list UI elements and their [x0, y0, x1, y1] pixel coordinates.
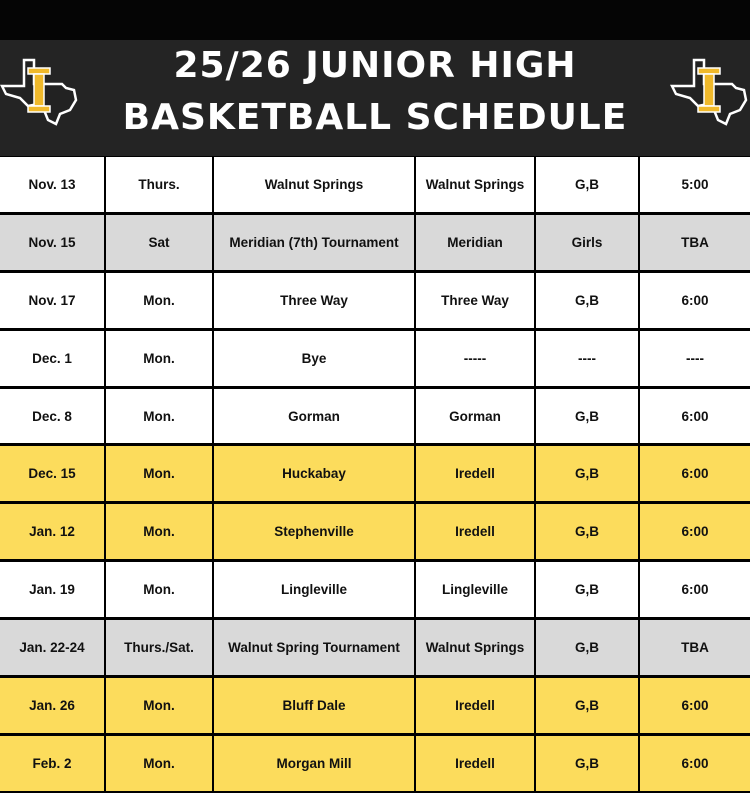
cell-time: 6:00 — [640, 504, 750, 559]
cell-teams: Girls — [536, 215, 638, 270]
cell-day: Mon. — [106, 273, 212, 328]
title-line-1: 25/26 JUNIOR HIGH — [173, 45, 577, 86]
cell-day: Mon. — [106, 389, 212, 444]
cell-opponent: Walnut Spring Tournament — [214, 620, 414, 675]
cell-opponent: Three Way — [214, 273, 414, 328]
cell-opponent: Lingleville — [214, 562, 414, 617]
cell-day: Mon. — [106, 678, 212, 733]
cell-time: 5:00 — [640, 157, 750, 212]
schedule-header — [0, 40, 750, 156]
texas-logo-icon — [670, 54, 750, 126]
cell-day: Thurs. — [106, 157, 212, 212]
cell-time: 6:00 — [640, 273, 750, 328]
cell-day: Sat — [106, 215, 212, 270]
cell-date: Nov. 15 — [0, 215, 104, 270]
cell-opponent: Walnut Springs — [214, 157, 414, 212]
cell-location: Iredell — [416, 736, 534, 791]
cell-date: Jan. 22-24 — [0, 620, 104, 675]
cell-time: 6:00 — [640, 562, 750, 617]
cell-teams: G,B — [536, 504, 638, 559]
cell-date: Dec. 15 — [0, 446, 104, 501]
cell-date: Dec. 1 — [0, 331, 104, 386]
cell-date: Dec. 8 — [0, 389, 104, 444]
cell-teams: G,B — [536, 389, 638, 444]
cell-location: Walnut Springs — [416, 620, 534, 675]
cell-location: Walnut Springs — [416, 157, 534, 212]
cell-opponent: Huckabay — [214, 446, 414, 501]
cell-teams: G,B — [536, 157, 638, 212]
cell-time: ---- — [640, 331, 750, 386]
cell-teams: G,B — [536, 562, 638, 617]
cell-opponent: Gorman — [214, 389, 414, 444]
cell-day: Mon. — [106, 504, 212, 559]
top-bar — [0, 0, 750, 40]
cell-date: Jan. 19 — [0, 562, 104, 617]
cell-opponent: Stephenville — [214, 504, 414, 559]
cell-location: ----- — [416, 331, 534, 386]
cell-day: Mon. — [106, 562, 212, 617]
cell-date: Nov. 13 — [0, 157, 104, 212]
cell-location: Lingleville — [416, 562, 534, 617]
cell-teams: G,B — [536, 446, 638, 501]
cell-date: Jan. 12 — [0, 504, 104, 559]
cell-time: TBA — [640, 620, 750, 675]
cell-time: 6:00 — [640, 389, 750, 444]
cell-time: 6:00 — [640, 678, 750, 733]
cell-opponent: Bye — [214, 331, 414, 386]
cell-day: Mon. — [106, 446, 212, 501]
cell-teams: G,B — [536, 273, 638, 328]
title-line-2: BASKETBALL SCHEDULE — [122, 97, 628, 138]
texas-logo-icon — [0, 54, 80, 126]
schedule-table — [0, 157, 750, 793]
cell-location: Iredell — [416, 678, 534, 733]
cell-location: Meridian — [416, 215, 534, 270]
cell-opponent: Bluff Dale — [214, 678, 414, 733]
cell-location: Iredell — [416, 446, 534, 501]
cell-opponent: Morgan Mill — [214, 736, 414, 791]
cell-time: 6:00 — [640, 446, 750, 501]
cell-day: Thurs./Sat. — [106, 620, 212, 675]
cell-location: Gorman — [416, 389, 534, 444]
cell-day: Mon. — [106, 331, 212, 386]
cell-date: Jan. 26 — [0, 678, 104, 733]
cell-time: 6:00 — [640, 736, 750, 791]
cell-location: Iredell — [416, 504, 534, 559]
cell-teams: G,B — [536, 678, 638, 733]
cell-time: TBA — [640, 215, 750, 270]
cell-teams: G,B — [536, 736, 638, 791]
cell-date: Nov. 17 — [0, 273, 104, 328]
cell-teams: G,B — [536, 620, 638, 675]
cell-day: Mon. — [106, 736, 212, 791]
cell-location: Three Way — [416, 273, 534, 328]
cell-teams: ---- — [536, 331, 638, 386]
cell-date: Feb. 2 — [0, 736, 104, 791]
cell-opponent: Meridian (7th) Tournament — [214, 215, 414, 270]
